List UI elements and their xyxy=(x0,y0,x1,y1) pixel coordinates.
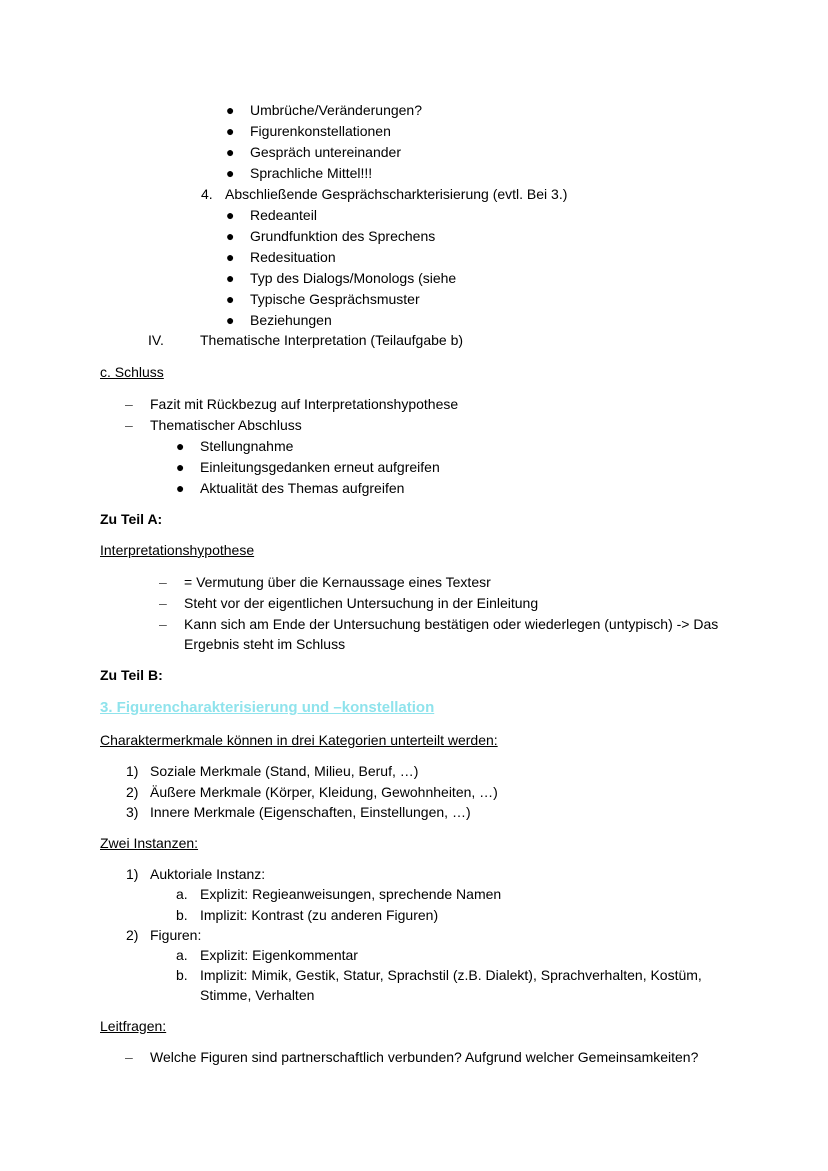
section-heading-text: Zu Teil A: xyxy=(100,511,163,527)
list-item-text: = Vermutung über die Kernaussage eines Textesr xyxy=(184,574,491,590)
list-item-text: Typ des Dialogs/Monologs (siehe xyxy=(250,270,457,286)
list-number: a. xyxy=(176,886,188,902)
list-item-text: Stimme, Verhalten xyxy=(200,987,315,1003)
list-item-text: Innere Merkmale (Eigenschaften, Einstellungen, …) xyxy=(150,804,471,820)
list-item-text: Soziale Merkmale (Stand, Milieu, Beruf, …) xyxy=(150,763,419,779)
bullet-icon: ● xyxy=(226,123,235,139)
list-item-text: Aktualität des Themas aufgreifen xyxy=(200,480,405,496)
bullet-icon: ● xyxy=(226,270,235,286)
subheading-text: Leitfragen: xyxy=(100,1018,167,1034)
list-item-text: Explizit: Eigenkommentar xyxy=(200,947,358,963)
list-number: 2) xyxy=(126,784,139,800)
list-item-text: Explizit: Regieanweisungen, sprechende Namen xyxy=(200,886,502,902)
section-heading-text: c. Schluss xyxy=(100,364,164,380)
dash-icon: – xyxy=(125,1049,133,1065)
list-item-text: Steht vor der eigentlichen Untersuchung in der Einleitung xyxy=(184,595,539,611)
list-item-text: Beziehungen xyxy=(250,312,332,328)
list-item-text: Implizit: Mimik, Gestik, Statur, Sprachstil (z.B. Dialekt), Sprachverhalten, Kostüm, xyxy=(200,967,702,983)
bullet-icon: ● xyxy=(226,102,235,118)
list-item-text: Stellungnahme xyxy=(200,438,294,454)
list-item-text: Fazit mit Rückbezug auf Interpretationshypothese xyxy=(150,396,459,412)
list-item-text: Umbrüche/Veränderungen? xyxy=(250,102,423,118)
list-item-text: Thematische Interpretation (Teilaufgabe b) xyxy=(200,332,464,348)
subheading-text: Charaktermerkmale können in drei Kategorien unterteilt werden: xyxy=(100,732,498,748)
list-item-text: Äußere Merkmale (Körper, Kleidung, Gewohnheiten, …) xyxy=(150,784,498,800)
list-item-text: Kann sich am Ende der Untersuchung bestätigen oder wiederlegen (untypisch) -> Das xyxy=(184,616,719,632)
list-item-text: Gespräch untereinander xyxy=(250,144,401,160)
list-item-text: Figuren: xyxy=(150,927,202,943)
bullet-icon: ● xyxy=(176,459,185,475)
bullet-icon: ● xyxy=(226,228,235,244)
bullet-icon: ● xyxy=(176,438,185,454)
list-item-text: Welche Figuren sind partnerschaftlich verbunden? Aufgrund welcher Gemeinsamkeiten? xyxy=(150,1049,699,1065)
list-number: 3) xyxy=(126,804,139,820)
bullet-icon: ● xyxy=(226,207,235,223)
list-item-text: Figurenkonstellationen xyxy=(250,123,391,139)
list-item-text: Thematischer Abschluss xyxy=(150,417,302,433)
section-heading-text: Zu Teil B: xyxy=(100,667,163,683)
list-item-text: Typische Gesprächsmuster xyxy=(250,291,420,307)
list-item-text: Redeanteil xyxy=(250,207,317,223)
list-item-text: Einleitungsgedanken erneut aufgreifen xyxy=(200,459,440,475)
dash-icon: – xyxy=(159,574,167,590)
list-item-text: Grundfunktion des Sprechens xyxy=(250,228,436,244)
list-item-text: Abschließende Gesprächscharkterisierung (evtl. Bei 3.) xyxy=(225,186,568,202)
bullet-icon: ● xyxy=(226,291,235,307)
bullet-icon: ● xyxy=(226,312,235,328)
dash-icon: – xyxy=(125,417,133,433)
list-item-text: Redesituation xyxy=(250,249,336,265)
subheading-text: Zwei Instanzen: xyxy=(100,835,199,851)
bullet-icon: ● xyxy=(226,144,235,160)
list-number: 1) xyxy=(126,866,139,882)
list-number: 4. xyxy=(201,186,213,202)
list-item-text: Auktoriale Instanz: xyxy=(150,866,266,882)
list-item-text: Ergebnis steht im Schluss xyxy=(184,636,346,652)
list-number: 2) xyxy=(126,927,139,943)
dash-icon: – xyxy=(159,595,167,611)
list-item-text: Sprachliche Mittel!!! xyxy=(250,165,373,181)
list-number: b. xyxy=(176,967,188,983)
list-item-text: Implizit: Kontrast (zu anderen Figuren) xyxy=(200,907,439,923)
bullet-icon: ● xyxy=(226,249,235,265)
list-number: IV. xyxy=(148,332,164,348)
section-title-text: 3. Figurencharakterisierung und –konstellation xyxy=(100,699,435,716)
bullet-icon: ● xyxy=(226,165,235,181)
list-number: a. xyxy=(176,947,188,963)
bullet-icon: ● xyxy=(176,480,185,496)
dash-icon: – xyxy=(125,396,133,412)
list-number: b. xyxy=(176,907,188,923)
subheading-text: Interpretationshypothese xyxy=(100,542,255,558)
list-number: 1) xyxy=(126,763,139,779)
dash-icon: – xyxy=(159,616,167,632)
